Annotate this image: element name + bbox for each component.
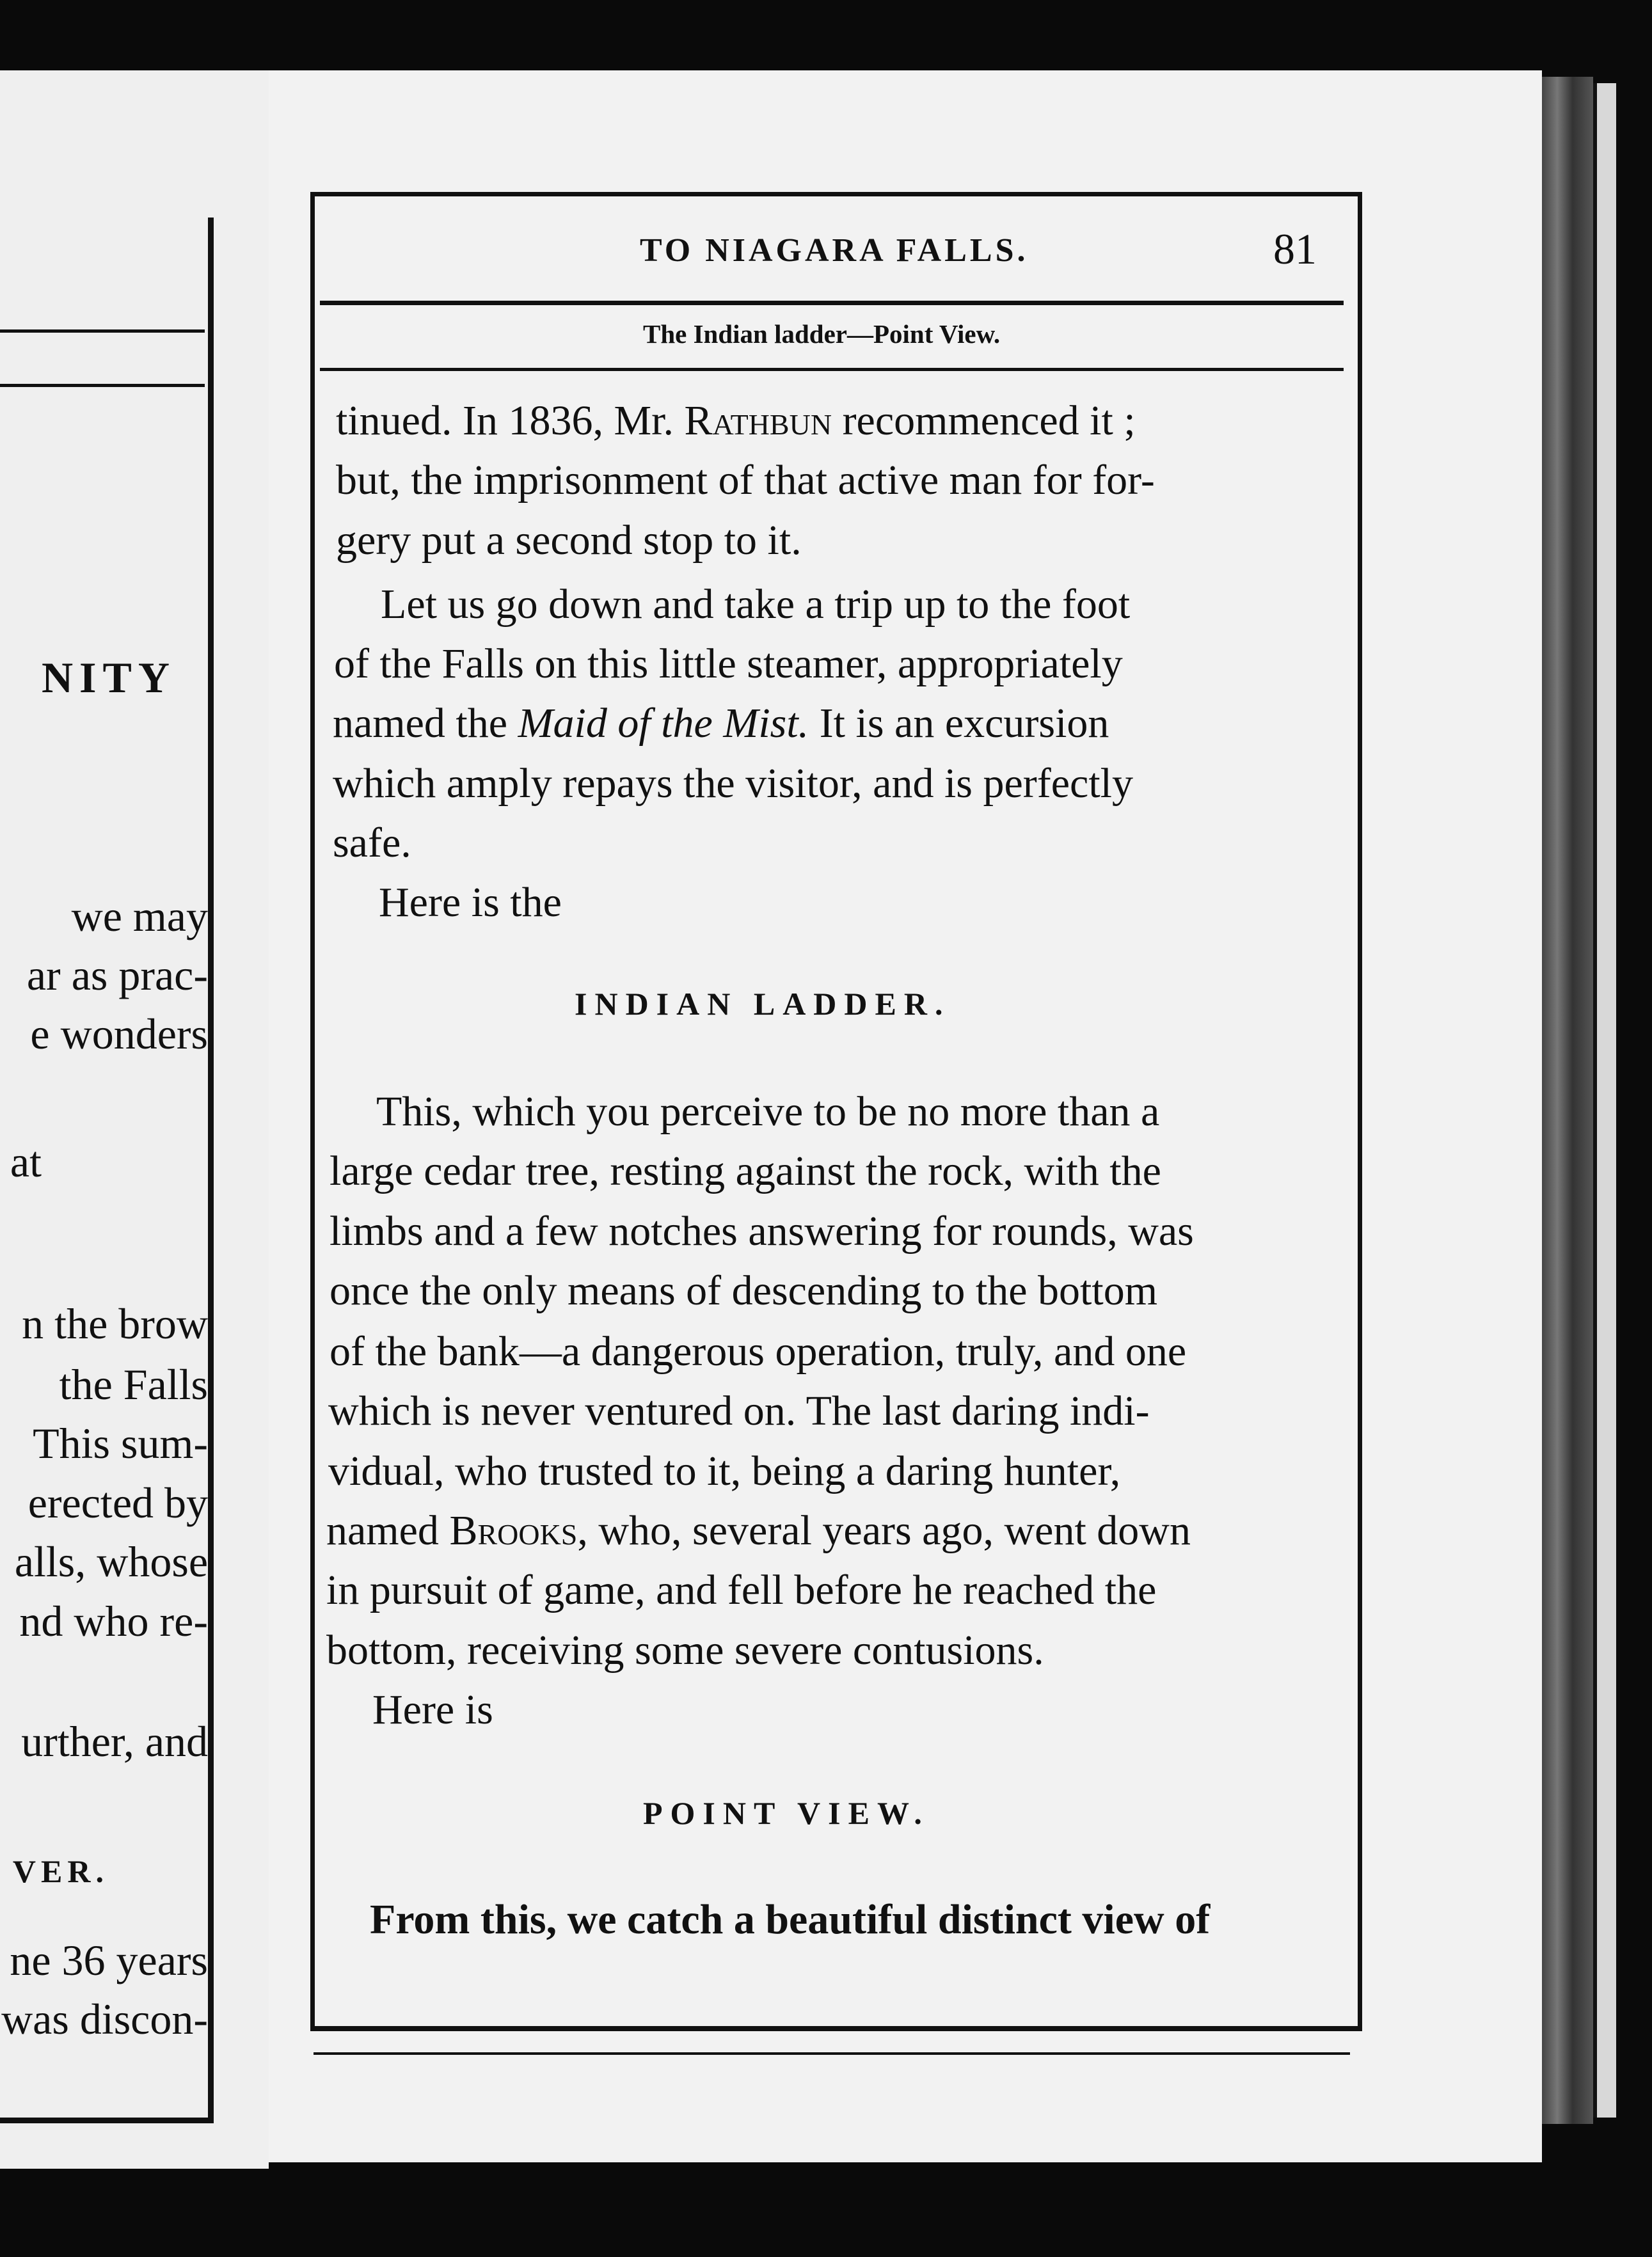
text-line: which amply repays the visitor, and is perfectly bbox=[333, 760, 1134, 807]
previous-page-rule bbox=[0, 384, 205, 387]
text-line: large cedar tree, resting against the rock, with the bbox=[330, 1148, 1161, 1194]
text-span: named bbox=[326, 1507, 450, 1554]
proper-name: Rathbun bbox=[684, 397, 832, 444]
previous-page-line: we may bbox=[71, 892, 208, 940]
previous-page-line: VER. bbox=[12, 1853, 109, 1889]
text-line: safe. bbox=[333, 820, 411, 866]
header-rule bbox=[320, 301, 1344, 305]
section-heading: INDIAN LADDER. bbox=[575, 986, 951, 1022]
previous-page-line: erected by bbox=[28, 1478, 208, 1527]
text-line bbox=[333, 702, 1109, 745]
previous-page-line: ne 36 years bbox=[10, 1936, 208, 1984]
text-line: From this, we catch a beautiful distinct view of bbox=[370, 1896, 1211, 1943]
text-line: Here is bbox=[372, 1686, 493, 1733]
text-line: which is never ventured on. The last daring indi- bbox=[328, 1388, 1150, 1434]
previous-page-line: ar as prac- bbox=[26, 951, 208, 999]
previous-page-line: n the brow bbox=[22, 1299, 208, 1348]
previous-page-line: NITY bbox=[41, 653, 176, 702]
previous-page-rule bbox=[0, 329, 205, 333]
text-span: tinued. In 1836, Mr. bbox=[336, 397, 685, 444]
page-subhead: The Indian ladder—Point View. bbox=[643, 319, 1001, 349]
text-line: bottom, receiving some severe contusions. bbox=[326, 1627, 1044, 1674]
subhead-rule bbox=[320, 368, 1344, 371]
text-line: limbs and a few notches answering for rounds, was bbox=[330, 1208, 1194, 1255]
previous-page-line: alls, whose bbox=[14, 1537, 208, 1586]
text-line: once the only means of descending to the bottom bbox=[330, 1267, 1158, 1314]
text-line: Let us go down and take a trip up to the foot bbox=[381, 581, 1131, 628]
previous-page-line: at bbox=[10, 1137, 42, 1186]
previous-page-line: urther, and bbox=[21, 1717, 208, 1766]
text-line: This, which you perceive to be no more than a bbox=[376, 1088, 1160, 1135]
text-span: , who, several years ago, went down bbox=[577, 1507, 1191, 1554]
previous-page-line: the Falls bbox=[59, 1360, 208, 1409]
text-line bbox=[326, 1507, 1191, 1554]
text-line bbox=[336, 397, 1136, 444]
text-span: recommenced it ; bbox=[832, 397, 1136, 444]
page-number: 81 bbox=[1273, 225, 1317, 273]
page-edge-stack bbox=[1593, 83, 1616, 2118]
text-line: but, the imprisonment of that active man for for- bbox=[336, 457, 1155, 503]
vessel-name: Maid of the Mist. bbox=[518, 700, 809, 747]
text-line: vidual, who trusted to it, being a daring hunter, bbox=[328, 1448, 1121, 1494]
text-line: of the Falls on this little steamer, appropriately bbox=[334, 640, 1123, 687]
section-heading: POINT VIEW. bbox=[643, 1795, 930, 1831]
text-line: Here is the bbox=[379, 879, 562, 926]
text-line: gery put a second stop to it. bbox=[336, 517, 802, 564]
previous-page bbox=[0, 70, 269, 2169]
footer-rule bbox=[314, 2052, 1350, 2055]
text-span: named the bbox=[333, 700, 518, 747]
text-span: It is an excursion bbox=[809, 700, 1109, 747]
text-line: in pursuit of game, and fell before he reached the bbox=[326, 1567, 1157, 1613]
previous-page-line: was discon- bbox=[1, 1995, 208, 2043]
previous-page-line: e wonders bbox=[30, 1010, 208, 1058]
running-head: TO NIAGARA FALLS. bbox=[640, 232, 1029, 269]
previous-page-line: This sum- bbox=[33, 1419, 208, 1468]
text-line: of the bank—a dangerous operation, truly, and one bbox=[330, 1328, 1187, 1375]
page-edge-shadow bbox=[1542, 77, 1593, 2124]
previous-page-line: nd who re- bbox=[19, 1597, 208, 1645]
proper-name: Brooks bbox=[449, 1507, 578, 1554]
